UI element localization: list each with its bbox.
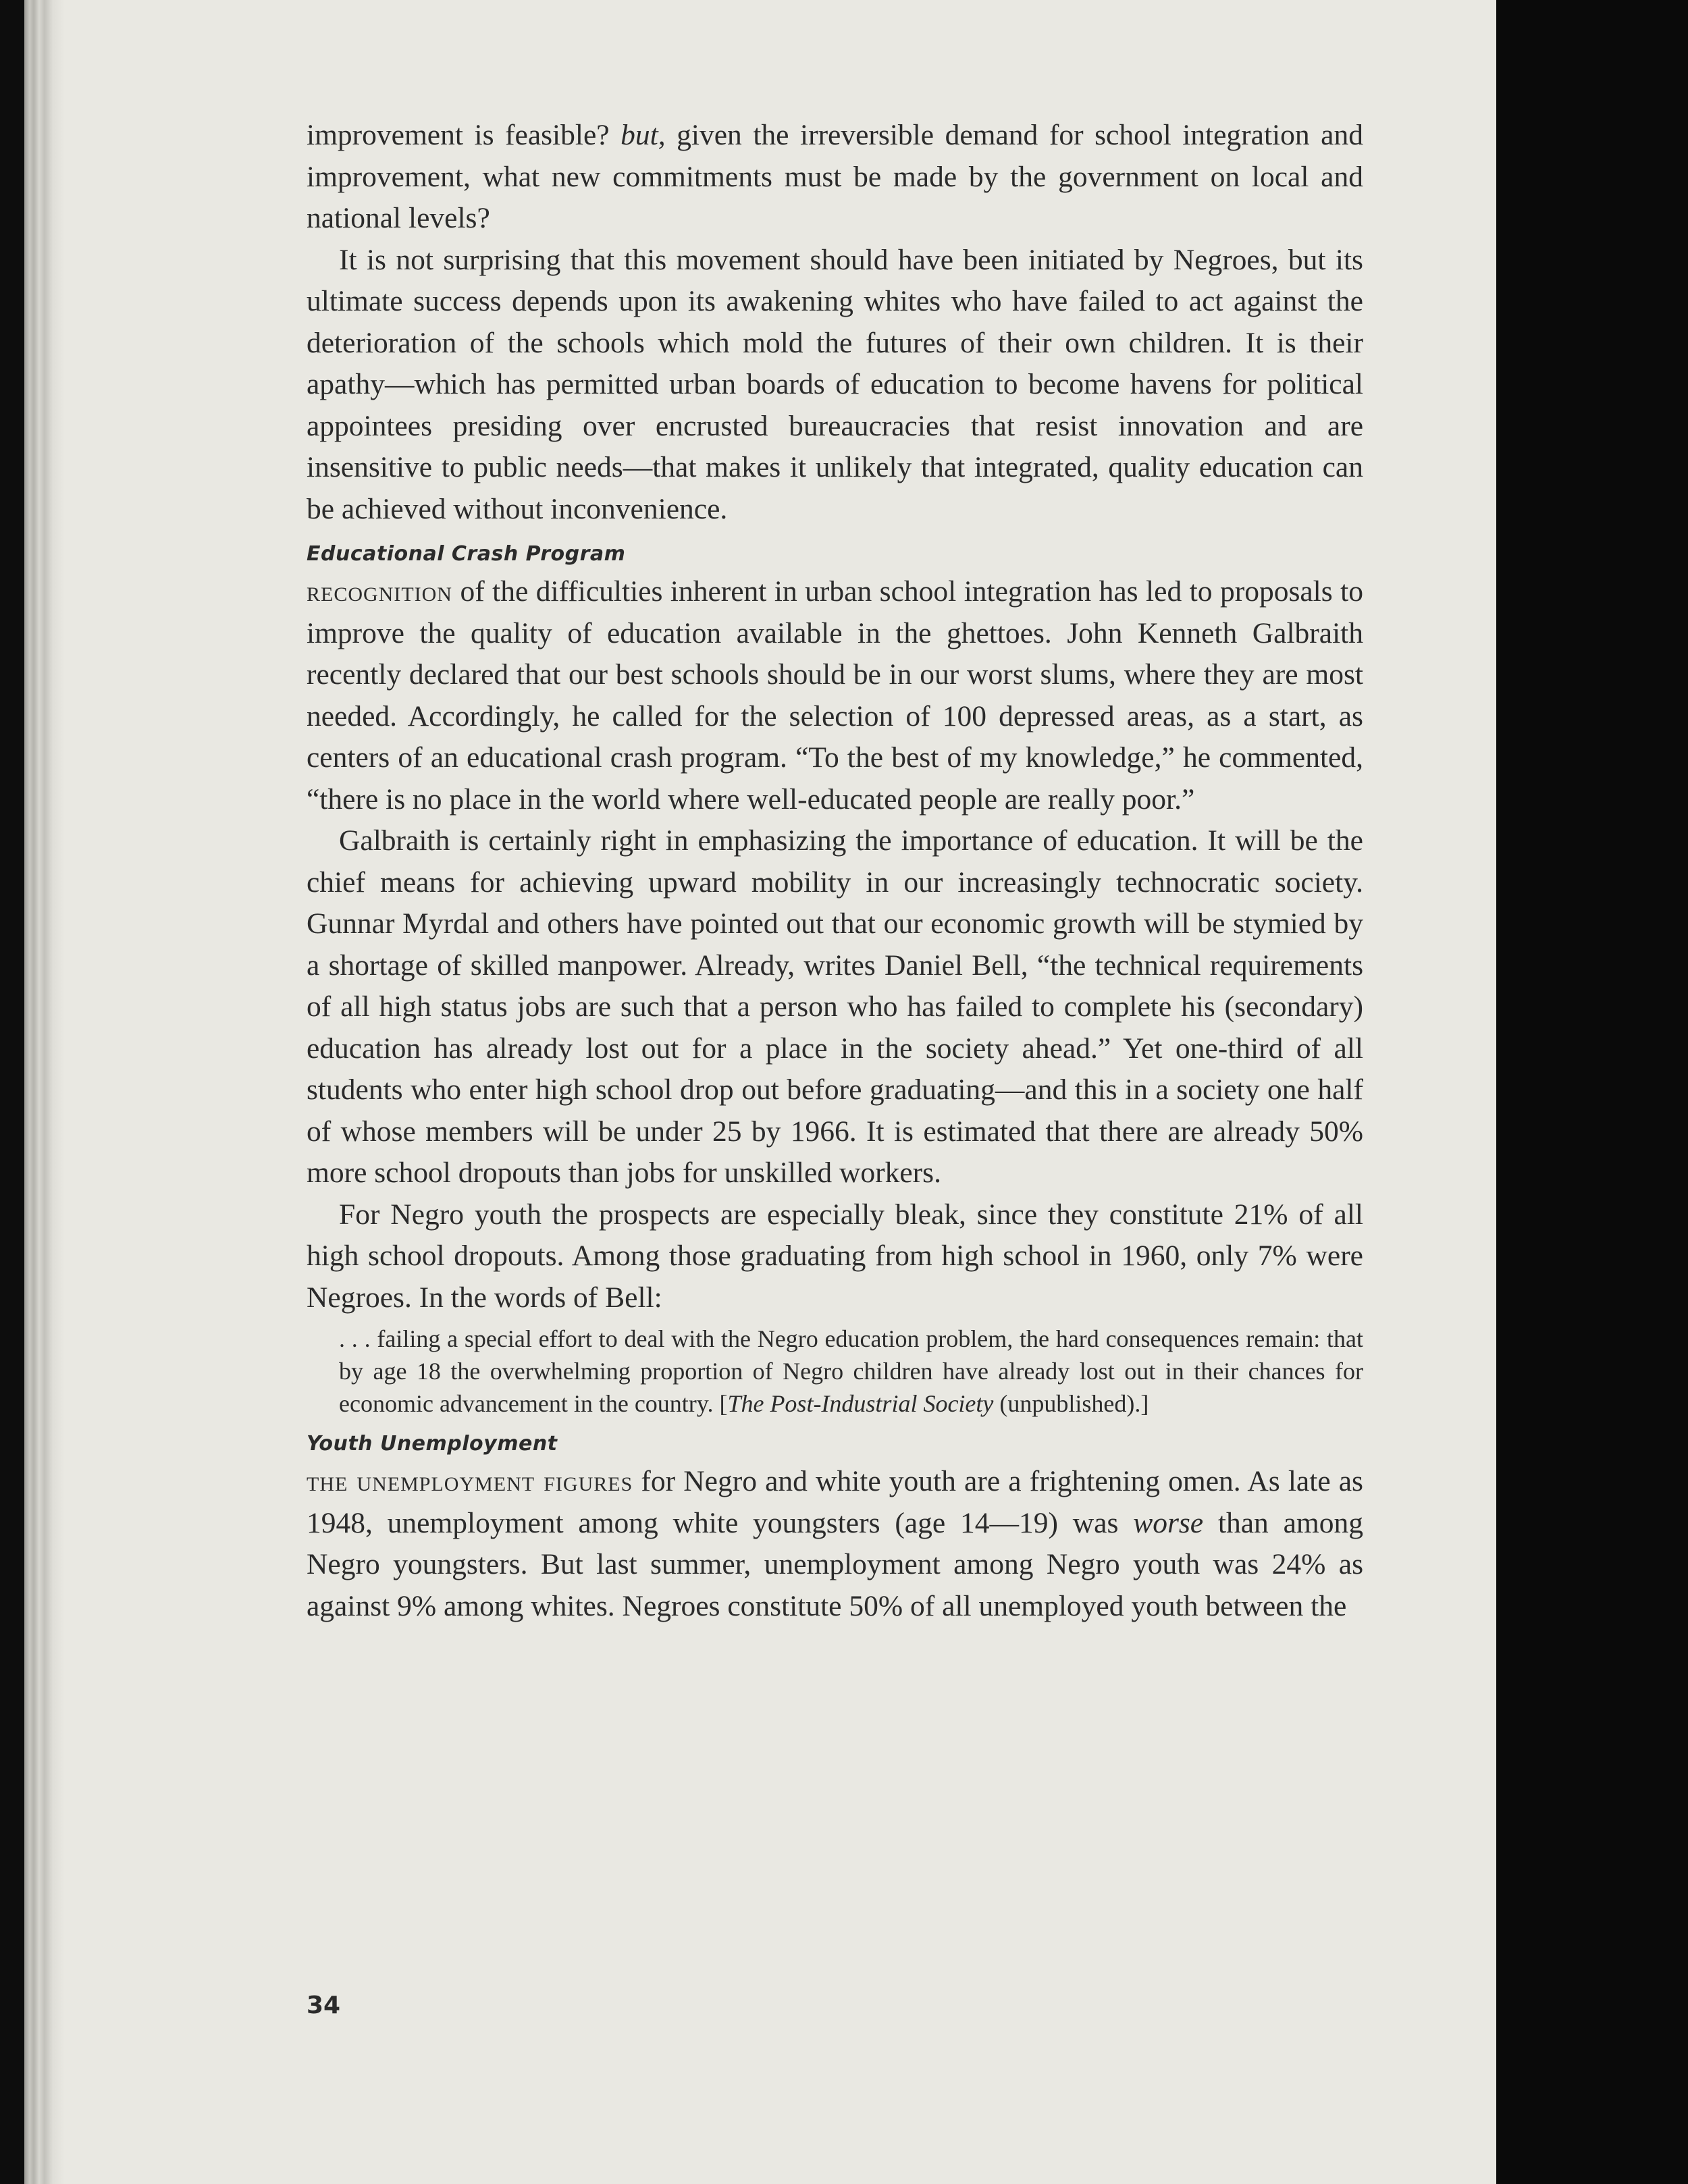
paragraph-galbraith-proposal xyxy=(307,571,1363,820)
paragraph-text: than among Negro youngsters. But last summer, unemployment among Negro youth was 24% as against 9% among whites. Negroes constitute 50% of all unemployed youth between the xyxy=(307,1506,1363,1622)
quote-source-title: The Post-Industrial Society xyxy=(727,1390,994,1417)
scan-left-margin xyxy=(0,0,24,2184)
italic-word: but, xyxy=(621,119,666,151)
page-binding-edge xyxy=(24,0,65,2184)
paragraph-text: for Negro and white youth are a frightening omen. As late as 1948, unemployment among white youngsters (age 14—19) was xyxy=(307,1465,1363,1539)
paragraph-apathy: It is not surprising that this movement should have been initiated by Negroes, but its ultimate success depends upon its awakening whites who have failed to act against the deterioration of the schools which mold the futures of their own children. It is their apathy—which has permitted urban boards of education to become havens for political appointees presiding over encrusted bureaucracies that resist innovation and are insensitive to public needs—that makes it unlikely that integrated, quality education can be achieved without inconvenience. xyxy=(307,243,1363,525)
paragraph-education-importance: Galbraith is certainly right in emphasizing the importance of education. It will be the chief means for achieving upward mobility in our increasingly technocratic society. Gunnar Myrdal and others have pointed out that our economic growth will be stymied by a shortage of skilled manpower. Already, writes Daniel Bell, “the technical requirements of all high status jobs are such that a person who has failed to complete his (secondary) education has already lost out for a place in the society ahead.” Yet one-third of all students who enter high school drop out before graduating—and this in a society one half of whose members will be under 25 by 1966. It is estimated that there are already 50% more school dropouts than jobs for unskilled workers. xyxy=(307,824,1363,1189)
small-caps-lead: recognition xyxy=(307,575,452,608)
page-text-column xyxy=(307,115,1363,1627)
italic-word: worse xyxy=(1133,1506,1204,1539)
section-heading-youth-unemployment: Youth Unemployment xyxy=(307,1432,558,1456)
small-caps-lead: the unemployment figures xyxy=(307,1465,633,1497)
block-quote-bell xyxy=(339,1323,1363,1420)
paragraph-negro-youth-prospects: For Negro youth the prospects are especially bleak, since they constitute 21% of all high school dropouts. Among those graduating from high school in 1960, only 7% were Negroes. In the words of Bell: xyxy=(307,1198,1363,1314)
quote-text: . . . failing a special effort to deal with the Negro education problem, the hard consequences remain: that by age 18 the overwhelming proportion of Negro children have already lost out in their chances for economic advancement in the country. [ xyxy=(339,1325,1363,1417)
paragraph-text: improvement is feasible? xyxy=(307,119,621,151)
page-number: 34 xyxy=(307,1992,341,2019)
paragraph-text: given the irreversible demand for school integration and improvement, what new commitments must be made by the government on local and national levels? xyxy=(307,119,1363,234)
paragraph-continued xyxy=(307,115,1363,240)
quote-source-note: (unpublished).] xyxy=(993,1390,1149,1417)
paragraph-text: of the difficulties inherent in urban school integration has led to proposals to improve the quality of education available in the ghettoes. John Kenneth Galbraith recently declared that our best schools should be in our worst slums, where they are most needed. Accordingly, he called for the selection of 100 depressed areas, as a start, as centers of an educational crash program. “To the best of my knowledge,” he commented, “there is no place in the world where well-educated people are really poor.” xyxy=(307,575,1363,816)
paragraph-unemployment-figures xyxy=(307,1461,1363,1627)
section-heading-educational-crash-program: Educational Crash Program xyxy=(307,542,626,566)
